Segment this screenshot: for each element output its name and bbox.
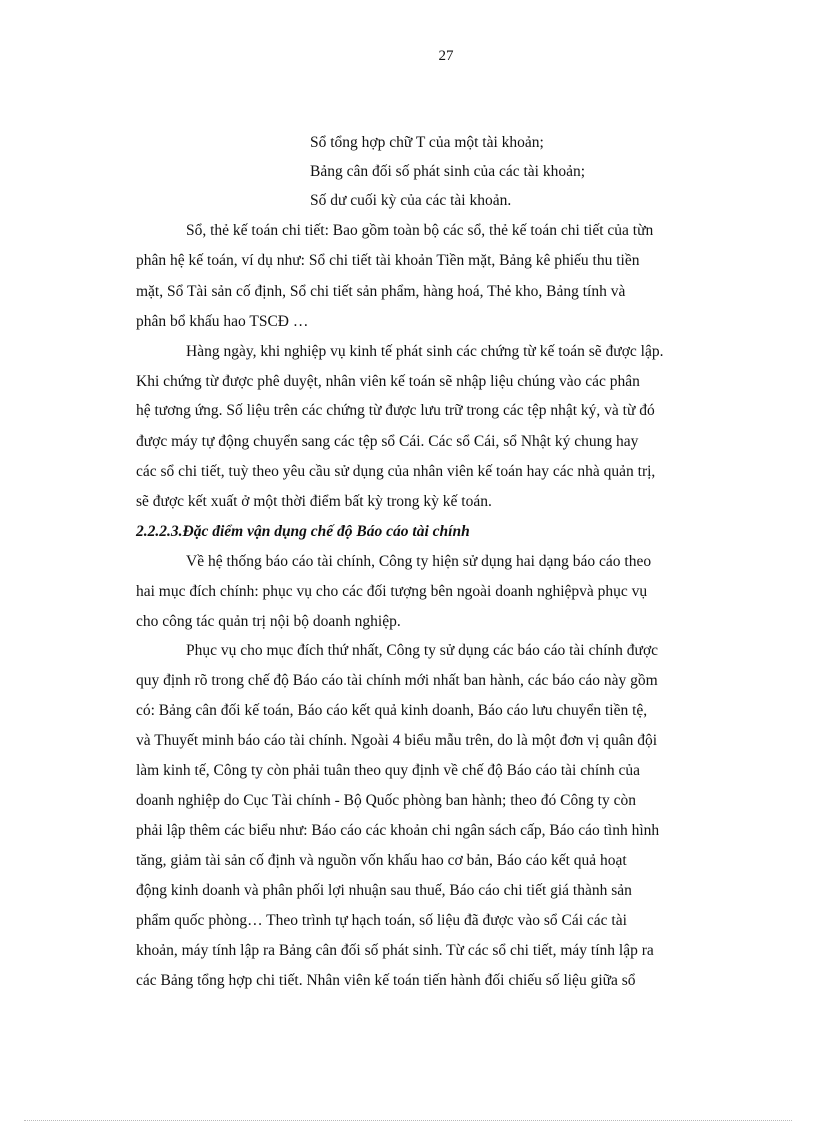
text-line: Phục vụ cho mục đích thứ nhất, Công ty sử dụng các báo cáo tài chính được: [186, 642, 659, 659]
text-line: phân hệ kế toán, ví dụ như: Sổ chi tiết tài khoản Tiền mặt, Bảng kê phiếu thu tiền: [136, 252, 640, 269]
text-line: các sổ chi tiết, tuỳ theo yêu cầu sử dụng của nhân viên kế toán hay các nhà quản trị,: [136, 463, 656, 480]
text-line: doanh nghiệp do Cục Tài chính - Bộ Quốc phòng ban hành; theo đó Công ty còn: [136, 792, 636, 809]
list-item: Bảng cân đối số phát sinh của các tài khoản;: [310, 163, 586, 180]
text-line: khoản, máy tính lập ra Bảng cân đối số phát sinh. Từ các sổ chi tiết, máy tính lập ra: [136, 942, 654, 959]
text-line: Sổ, thẻ kế toán chi tiết: Bao gồm toàn bộ các sổ, thẻ kế toán chi tiết của từn: [186, 222, 654, 239]
page-number: 27: [438, 48, 454, 64]
page-bottom-rule: [24, 1120, 792, 1121]
text-line: Khi chứng từ được phê duyệt, nhân viên kế toán sẽ nhập liệu chúng vào các phân: [136, 373, 640, 390]
text-line: sẽ được kết xuất ở một thời điểm bất kỳ trong kỳ kế toán.: [136, 493, 492, 510]
text-line: Về hệ thống báo cáo tài chính, Công ty hiện sử dụng hai dạng báo cáo theo: [186, 553, 652, 570]
text-line: có: Bảng cân đối kế toán, Báo cáo kết quả kinh doanh, Báo cáo lưu chuyển tiền tệ,: [136, 702, 648, 719]
text-line: hai mục đích chính: phục vụ cho các đối tượng bên ngoài doanh nghiệpvà phục vụ: [136, 583, 648, 600]
list-item: Số dư cuối kỳ của các tài khoản.: [310, 192, 512, 209]
text-line: phải lập thêm các biểu như: Báo cáo các khoản chi ngân sách cấp, Báo cáo tình hình: [136, 822, 660, 839]
text-line: hệ tương ứng. Số liệu trên các chứng từ được lưu trữ trong các tệp nhật ký, và từ đó: [136, 402, 655, 419]
text-line: được máy tự động chuyển sang các tệp sổ Cái. Các sổ Cái, sổ Nhật ký chung hay: [136, 433, 639, 450]
section-heading: 2.2.2.3.Đặc điểm vận dụng chế độ Báo cáo tài chính: [136, 523, 470, 540]
text-line: Hàng ngày, khi nghiệp vụ kinh tế phát sinh các chứng từ kế toán sẽ được lập.: [186, 343, 664, 360]
list-item: Sổ tổng hợp chữ T của một tài khoản;: [310, 134, 544, 151]
text-line: mặt, Sổ Tài sản cố định, Sổ chi tiết sản phẩm, hàng hoá, Thẻ kho, Bảng tính và: [136, 283, 626, 300]
text-line: phẩm quốc phòng… Theo trình tự hạch toán, số liệu đã được vào sổ Cái các tài: [136, 912, 627, 929]
text-line: các Bảng tổng hợp chi tiết. Nhân viên kế toán tiến hành đối chiếu số liệu giữa sổ: [136, 972, 636, 989]
text-line: và Thuyết minh báo cáo tài chính. Ngoài 4 biểu mẫu trên, do là một đơn vị quân đội: [136, 732, 658, 749]
text-line: động kinh doanh và phân phối lợi nhuận sau thuế, Báo cáo chi tiết giá thành sản: [136, 882, 632, 899]
text-line: cho công tác quản trị nội bộ doanh nghiệp.: [136, 613, 401, 630]
text-line: làm kinh tế, Công ty còn phải tuân theo quy định về chế độ Báo cáo tài chính của: [136, 762, 641, 779]
text-line: phân bổ khấu hao TSCĐ …: [136, 313, 309, 330]
text-line: tăng, giảm tài sản cố định và nguồn vốn khấu hao cơ bản, Báo cáo kết quả hoạt: [136, 852, 627, 869]
text-line: quy định rõ trong chế độ Báo cáo tài chính mới nhất ban hành, các báo cáo này gồm: [136, 672, 658, 689]
